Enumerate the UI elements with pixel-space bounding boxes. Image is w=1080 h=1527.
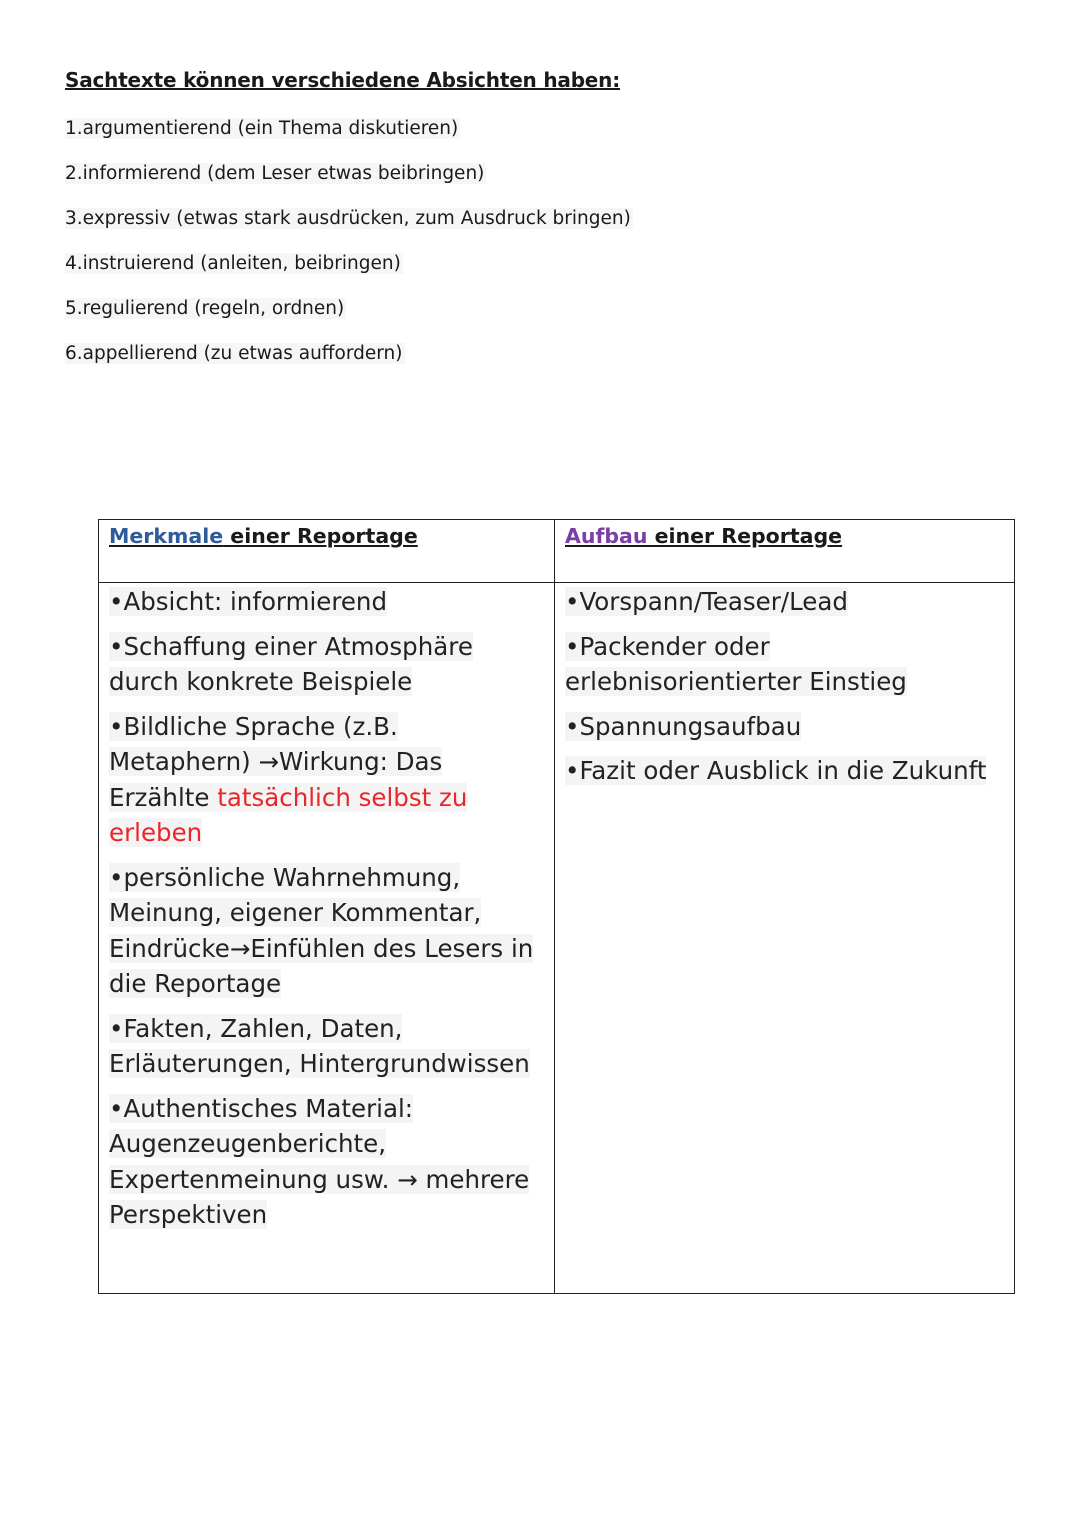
aufbau-item: •Packender oder erlebnisorientierter Einstieg	[565, 631, 907, 696]
merkmal-item-wahrnehmung: •persönliche Wahrnehmung, Meinung, eigener Kommentar, Eindrücke→Einfühlen des Lesers in die Reportage	[109, 862, 534, 998]
merkmal-item-fakten: •Fakten, Zahlen, Daten, Erläuterungen, Hintergrundwissen	[109, 1013, 530, 1078]
intent-item: 6.appellierend (zu etwas auffordern)	[65, 343, 403, 364]
merkmal-item-material: •Authentisches Material: Augenzeugenberichte, Expertenmeinung usw. → mehrere Perspektiven	[109, 1093, 530, 1229]
aufbau-header	[565, 524, 842, 548]
intent-item: 4.instruierend (anleiten, beibringen)	[65, 253, 401, 274]
merkmale-cell	[109, 584, 545, 1242]
aufbau-item: •Fazit oder Ausblick in die Zukunft	[565, 756, 987, 785]
emphasis-text: tatsächlich selbst zu erleben	[109, 782, 468, 847]
intent-item: 5.regulierend (regeln, ordnen)	[65, 298, 345, 319]
merkmal-item-atmosphaere: •Schaffung einer Atmosphäre durch konkrete Beispiele	[109, 631, 473, 696]
aufbau-item: •Vorspann/Teaser/Lead	[565, 587, 848, 616]
intent-item: 2.informierend (dem Leser etwas beibringen)	[65, 163, 485, 184]
merkmale-header-accent: Merkmale	[109, 524, 224, 548]
merkmal-item-absicht: •Absicht: informierend	[109, 587, 388, 616]
merkmal-item-bildliche-sprache: •Bildliche Sprache (z.B. Metaphern) →Wirkung: Das Erzählte tatsächlich selbst zu erleben	[109, 711, 468, 847]
intent-list	[65, 114, 633, 384]
page-heading: Sachtexte können verschiedene Absichten haben:	[65, 68, 621, 92]
intent-item: 3.expressiv (etwas stark ausdrücken, zum Ausdruck bringen)	[65, 208, 631, 229]
merkmale-header	[109, 524, 418, 548]
aufbau-item: •Spannungsaufbau	[565, 711, 802, 741]
aufbau-header-rest: einer Reportage	[647, 524, 843, 548]
merkmale-header-rest: einer Reportage	[223, 524, 418, 548]
header-row-divider	[99, 582, 1014, 583]
aufbau-cell	[565, 584, 1011, 798]
reportage-table	[98, 519, 1015, 1294]
intent-item: 1.argumentierend (ein Thema diskutieren)	[65, 118, 459, 139]
column-divider	[554, 520, 555, 1293]
aufbau-header-accent: Aufbau	[565, 524, 648, 548]
